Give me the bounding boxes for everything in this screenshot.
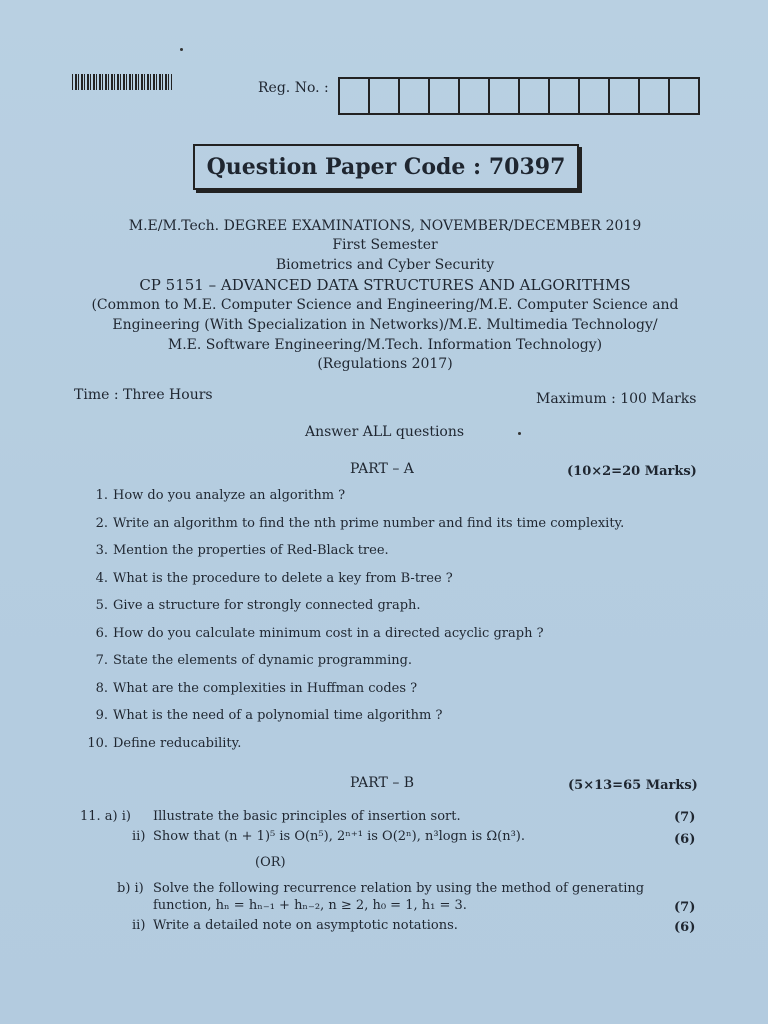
question-text: What is the need of a polynomial time algorithm ? <box>113 708 443 723</box>
q11b-label: b) i) <box>117 881 144 896</box>
time-label: Time : Three Hours <box>74 387 213 403</box>
common-line-1: (Common to M.E. Computer Science and Engineering/M.E. Computer Science and <box>91 297 679 313</box>
common-line-2: Engineering (With Specialization in Networks)/M.E. Multimedia Technology/ <box>112 317 658 333</box>
q11b-ii-marks: (6) <box>674 920 696 935</box>
max-marks-label: Maximum : 100 Marks <box>536 391 697 407</box>
q11b-ii-label: ii) <box>132 918 146 933</box>
semester: First Semester <box>332 237 438 253</box>
q11a-label: 11. a) i) <box>80 809 131 824</box>
question-text: What is the procedure to delete a key from B-tree ? <box>113 570 453 586</box>
q11a-ii-marks: (6) <box>674 832 696 847</box>
reg-box <box>520 79 550 113</box>
reg-box <box>340 79 370 113</box>
reg-box <box>460 79 490 113</box>
question-text: What are the complexities in Huffman codes ? <box>113 680 418 696</box>
specialization: Biometrics and Cyber Security <box>275 257 495 273</box>
question-number: 1. <box>95 488 108 503</box>
question-text: Mention the properties of Red-Black tree. <box>113 543 389 558</box>
speck <box>180 48 183 51</box>
question-text: Write an algorithm to find the nth prime number and find its time complexity. <box>113 515 625 531</box>
reg-box <box>550 79 580 113</box>
q11b-i-line2: function, hₙ = hₙ₋₁ + hₙ₋₂, n ≥ 2, h₀ = 1, h₁ = 3. <box>153 898 467 913</box>
q11a-ii-label: ii) <box>132 829 146 844</box>
reg-no-boxes <box>338 77 700 115</box>
question-number: 6. <box>95 625 108 641</box>
part-a-marks: (10×2=20 Marks) <box>567 464 697 479</box>
question-text: State the elements of dynamic programming. <box>113 653 413 668</box>
regulations: (Regulations 2017) <box>317 356 453 372</box>
reg-box <box>400 79 430 113</box>
q11a-i-text: Illustrate the basic principles of insertion sort. <box>153 809 461 824</box>
question-number: 2. <box>95 515 108 531</box>
reg-box <box>430 79 460 113</box>
course-title: CP 5151 – ADVANCED DATA STRUCTURES AND ALGORITHMS <box>139 276 631 294</box>
question-text: How do you calculate minimum cost in a directed acyclic graph ? <box>113 625 544 641</box>
reg-no-label: Reg. No. : <box>258 80 329 96</box>
question-number: 9. <box>95 708 108 723</box>
question-text: How do you analyze an algorithm ? <box>113 488 346 503</box>
part-b-marks: (5×13=65 Marks) <box>568 778 698 793</box>
common-line-3: M.E. Software Engineering/M.Tech. Information Technology) <box>167 337 603 353</box>
q11b-i-marks: (7) <box>674 900 696 915</box>
reg-box <box>670 79 698 113</box>
or-separator: (OR) <box>255 855 286 870</box>
instruction: Answer ALL questions <box>305 424 465 440</box>
reg-box <box>490 79 520 113</box>
question-text: Define reducability. <box>113 735 242 751</box>
question-number: 5. <box>95 598 108 613</box>
question-number: 8. <box>95 680 108 696</box>
part-b-title: PART – B <box>350 775 415 791</box>
barcode <box>72 74 172 90</box>
question-paper-code: Question Paper Code : 70397 <box>193 144 579 190</box>
question-number: 7. <box>95 653 108 668</box>
question-number: 3. <box>95 543 108 558</box>
q11a-i-marks: (7) <box>674 810 696 825</box>
q11a-ii-text: Show that (n + 1)⁵ is O(n⁵), 2ⁿ⁺¹ is O(2ⁿ), n³logn is Ω(n³). <box>153 829 525 844</box>
reg-box <box>610 79 640 113</box>
q11b-ii-text: Write a detailed note on asymptotic notations. <box>153 918 458 933</box>
question-text: Give a structure for strongly connected graph. <box>113 598 421 613</box>
exam-title: M.E/M.Tech. DEGREE EXAMINATIONS, NOVEMBER/DECEMBER 2019 <box>128 218 642 234</box>
question-number: 10. <box>87 735 108 751</box>
reg-box <box>370 79 400 113</box>
reg-box <box>640 79 670 113</box>
q11b-i-line1: Solve the following recurrence relation by using the method of generating <box>153 881 645 896</box>
speck <box>518 432 521 435</box>
question-number: 4. <box>95 570 108 586</box>
reg-box <box>580 79 610 113</box>
part-a-title: PART – A <box>350 461 414 477</box>
